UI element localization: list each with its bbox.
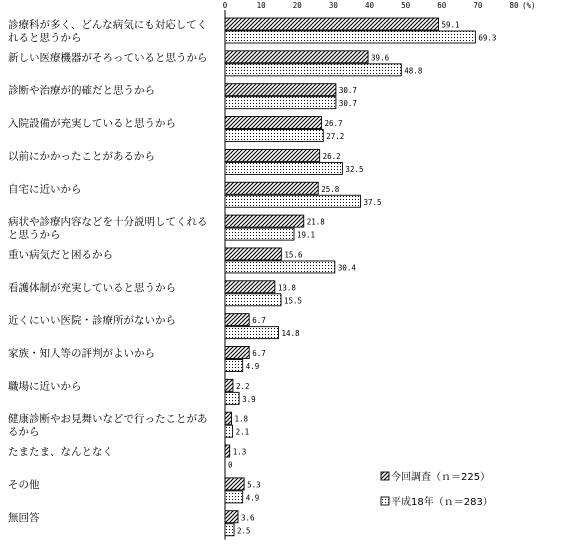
data-label: 5.3 [247, 480, 261, 490]
category-label: 家族・知人等の評判がよいから [8, 347, 155, 360]
data-label: 0 [228, 460, 233, 470]
bar [225, 314, 249, 326]
category-labels [8, 18, 208, 524]
legend-label: 今回調査（ｎ＝225） [391, 472, 491, 483]
bar [225, 117, 321, 129]
bar [225, 347, 249, 359]
bar [225, 294, 281, 306]
data-label: 14.8 [281, 329, 300, 339]
x-tick-label: 0 [222, 1, 228, 10]
bar [225, 425, 233, 437]
bar [225, 491, 243, 503]
data-label: 15.5 [283, 296, 303, 306]
category-label: 職場に近いから [8, 380, 82, 393]
x-tick-label: 60 [437, 1, 447, 10]
data-label: 2.5 [237, 526, 251, 536]
category-label: たまたま、なんとなく [8, 446, 113, 459]
data-label: 48.8 [404, 66, 423, 76]
category-label: 重い病気だと困るから [8, 248, 113, 261]
data-label: 4.9 [245, 493, 260, 503]
bar [225, 195, 360, 207]
data-label: 26.2 [322, 151, 341, 161]
x-tick-label: 80 [509, 1, 519, 10]
data-label: 2.2 [235, 381, 250, 391]
unit-label: (%) [522, 1, 536, 10]
category-label: 以前にかかったことがあるから [8, 150, 155, 163]
bar [225, 182, 318, 194]
bar [225, 281, 275, 293]
bar [225, 478, 244, 490]
data-label: 27.2 [326, 132, 345, 142]
data-label: 19.1 [296, 230, 316, 240]
category-label: 診断や治療が的確だと思うから [8, 84, 155, 97]
bar [225, 392, 239, 404]
x-tick-label: 20 [292, 1, 302, 10]
legend-swatch [381, 497, 389, 505]
bar [225, 360, 243, 372]
data-label: 32.5 [345, 164, 364, 174]
data-label: 4.9 [245, 362, 260, 371]
category-label: 病状や診療内容などを十分説明してくれる [8, 216, 208, 229]
category-label: 近くにいい医院・診療所がないから [8, 314, 176, 327]
x-tick-label: 50 [401, 1, 411, 10]
data-label: 3.9 [242, 394, 256, 404]
data-label: 39.6 [371, 53, 390, 63]
data-label: 6.7 [252, 349, 266, 358]
category-label: 看護体制が充実していると思うから [8, 281, 176, 294]
bar [225, 149, 320, 161]
x-tick-label: 70 [473, 1, 483, 10]
data-label: 1.8 [234, 414, 249, 424]
bars-group [225, 18, 496, 536]
bar [225, 327, 278, 339]
bar [225, 130, 323, 142]
bar [225, 445, 230, 457]
data-label: 30.7 [338, 99, 357, 109]
category-label: 無回答 [8, 511, 40, 524]
data-label: 6.7 [252, 316, 266, 326]
category-label: と思うから [8, 229, 61, 242]
data-label: 1.3 [232, 447, 247, 457]
bar [225, 64, 401, 76]
category-label: るから [8, 426, 40, 439]
category-label: 診療科が多く、どんな病気にも対応してく [8, 19, 208, 31]
bar [225, 215, 304, 227]
bar [225, 261, 335, 273]
legend [381, 470, 493, 508]
data-label: 69.3 [478, 33, 497, 43]
bar [225, 84, 336, 96]
x-tick-label: 30 [328, 1, 338, 10]
bar [225, 51, 368, 63]
bar [225, 162, 342, 174]
data-label: 30.4 [337, 263, 356, 273]
x-tick-label: 40 [364, 1, 375, 10]
bar [225, 97, 336, 109]
data-label: 15.6 [284, 250, 303, 260]
bar [225, 524, 234, 536]
legend-label: 平成18年（ｎ＝283） [391, 497, 493, 508]
data-label: 30.7 [338, 86, 357, 96]
category-label: 新しい医療機器がそろっていると思うから [8, 51, 208, 64]
data-label: 13.8 [277, 283, 296, 293]
category-label: れると思うから [8, 32, 82, 44]
bar [225, 511, 238, 523]
data-label: 26.7 [324, 119, 343, 129]
bar [225, 31, 475, 43]
data-label: 3.6 [241, 513, 255, 523]
bar [225, 248, 281, 260]
data-label: 37.5 [363, 197, 382, 207]
x-tick-label: 10 [256, 1, 266, 10]
data-label: 21.8 [306, 217, 325, 227]
legend-swatch [381, 472, 389, 480]
bar [225, 412, 232, 424]
data-label: 2.1 [235, 427, 250, 437]
category-label: その他 [8, 478, 40, 491]
bar [225, 228, 294, 240]
data-label: 25.8 [321, 184, 340, 194]
category-label: 入院設備が充実していると思うから [8, 117, 176, 130]
category-label: 自宅に近いから [8, 183, 82, 196]
bar [225, 18, 438, 30]
category-label: 健康診断やお見舞いなどで行ったことがあ [8, 413, 208, 426]
data-label: 59.1 [441, 20, 460, 30]
bar [225, 379, 233, 391]
